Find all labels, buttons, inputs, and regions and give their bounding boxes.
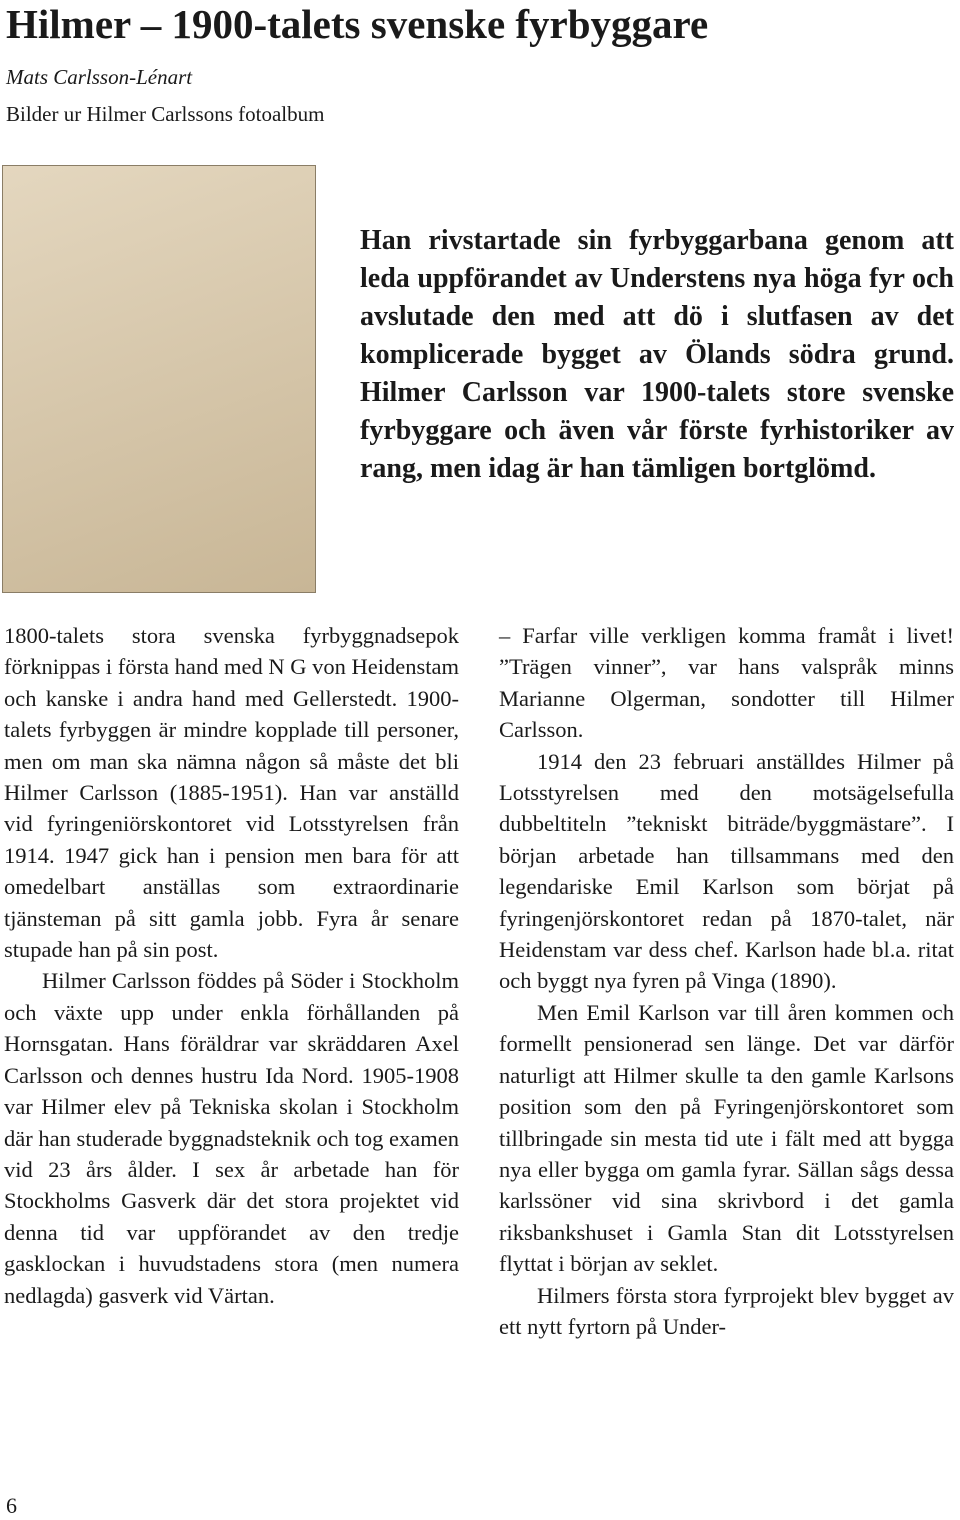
lead-paragraph: Han rivstartade sin fyrbyggarbana genom att leda uppförandet av Understens nya höga fyr och avslutade den med att dö i slutfasen av det komplicerade bygget av Ölands södra grund. Hilmer Carlsson var 1900-talets store svenske fyrbyggare och även vår förste fyrhistoriker av rang, men idag är han tämligen bortglömd. bbox=[360, 225, 954, 484]
portrait-photo bbox=[2, 165, 316, 593]
page-number: 6 bbox=[6, 1493, 17, 1518]
article-title: Hilmer – 1900-talets svenske fyrbyggare bbox=[6, 1, 709, 47]
photo-credit: Bilder ur Hilmer Carlssons fotoalbum bbox=[6, 102, 325, 126]
body-paragraph: Hilmer Carlsson föddes på Söder i Stockholm och växte upp under enkla förhållanden på Hornsgatan. Hans föräldrar var skräddaren Axel Carlsson och dennes hustru Ida Nord. 1905-1908 var Hilmer elev på Tekniska skolan i Stockholm där han studerade byggnadsteknik och tog examen vid 23 års ålder. I sex år arbetade han för Stockholms Gasverk där det stora projektet vid denna tid var uppförandet av den tredje gasklockan i huvudstadens stora (men numera nedlagda) gasverk vid Värtan. bbox=[4, 968, 459, 1308]
body-paragraph: 1800-talets stora svenska fyrbyggnadsepok förknippas i första hand med N G von Heidenstam och kanske i andra hand med Gellerstedt. 1900-talets fyrbyggen är mindre kopplade till personer, men om man ska nämna någon så måste det bli Hilmer Carlsson (1885-1951). Han var anställd vid fyringeniörskontoret vid Lotsstyrelsen från 1914. 1947 gick han i pension men bara för att omedelbart anställas som extraordinarie tjänsteman på sitt gamla jobb. Fyra år senare stupade han på sin post. bbox=[4, 623, 459, 963]
body-paragraph: Hilmers första stora fyrprojekt blev bygget av ett nytt fyrtorn på Under- bbox=[499, 1282, 954, 1339]
author-byline: Mats Carlsson-Lénart bbox=[6, 65, 193, 89]
body-paragraph: Men Emil Karlson var till åren kommen och formellt pensionerad sen länge. Det var därför naturligt att Hilmer skulle ta den gamle Karlsons position som den på Fyringenjörskontoret som tillbringade sin mesta tid ute i fält med att bygga nya eller bygga om gamla fyrar. Sällan sågs dessa karlssöner vid sina skrivbord i det gamla riksbankshuset i Gamla Stan dit Lotsstyrelsen flyttat i början av seklet. bbox=[499, 999, 954, 1277]
left-column bbox=[4, 620, 459, 1311]
body-paragraph: – Farfar ville verkligen komma framåt i livet! ”Trägen vinner”, var hans valspråk minns Marianne Olgerman, sondotter till Hilmer Carlsson. bbox=[499, 623, 954, 743]
body-paragraph: 1914 den 23 februari anställdes Hilmer på Lotsstyrelsen med den motsägelsefulla dubbeltiteln ”tekniskt biträde/byggmästare”. I början arbetade han tillsammans med den legendariske Emil Karlson som börjat på fyringenjörskontoret redan på 1870-talet, när Heidenstam var dess chef. Karlson hade bl.a. ritat och byggt nya fyren på Vinga (1890). bbox=[499, 748, 954, 994]
right-column bbox=[499, 620, 954, 1342]
